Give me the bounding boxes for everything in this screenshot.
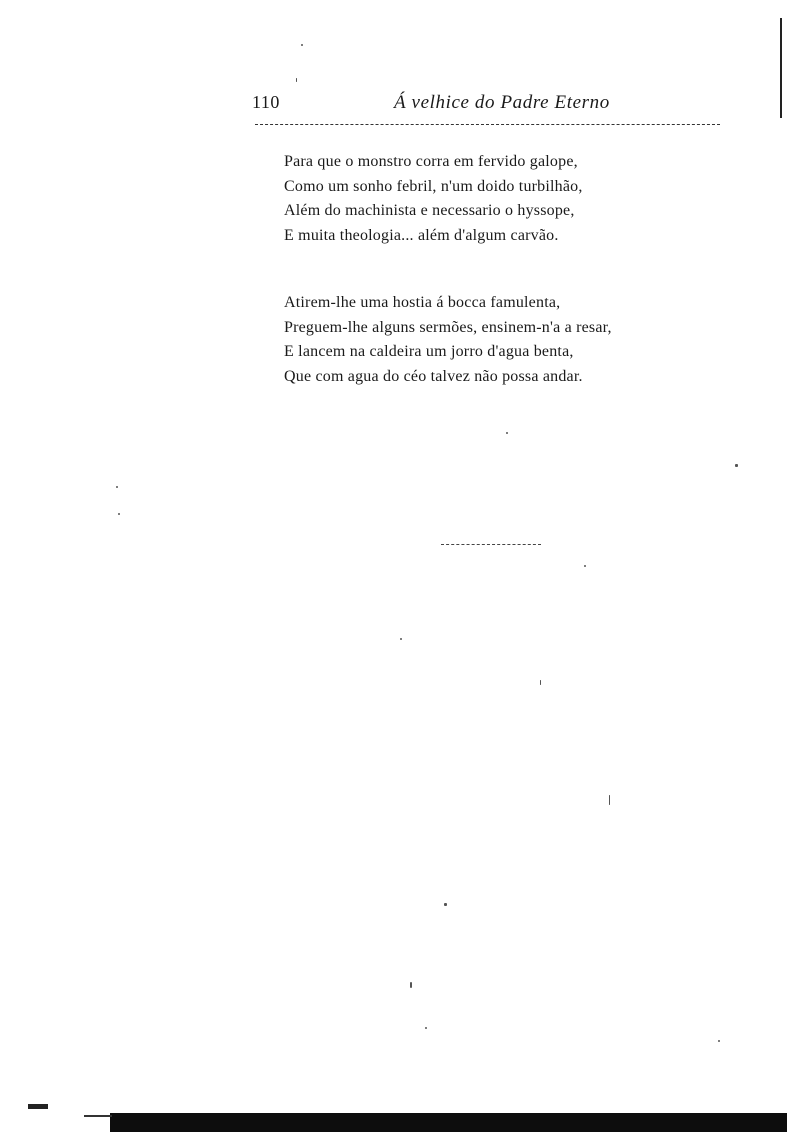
poem-stanza [284, 150, 704, 248]
running-title: Á velhice do Padre Eterno [394, 92, 610, 113]
poem-stanza [284, 291, 704, 389]
scan-speck [609, 795, 610, 805]
verse-line: Para que o monstro corra em fervido galope, [284, 153, 578, 170]
header-divider [255, 124, 720, 125]
verse-line: Que com agua do céo talvez não possa andar. [284, 367, 583, 385]
scan-speck [301, 44, 303, 46]
scan-speck [735, 464, 738, 467]
scan-edge-mark [780, 18, 782, 118]
verse-line: Além do machinista e necessario o hyssope, [284, 202, 575, 219]
verse-line: Preguem-lhe alguns sermões, ensinem-n'a a resar, [284, 318, 612, 336]
scan-speck [718, 1040, 720, 1042]
scan-speck [540, 680, 541, 685]
scan-speck [118, 513, 120, 515]
section-end-rule [441, 544, 541, 545]
scan-speck [296, 78, 297, 82]
scan-speck [584, 565, 586, 567]
scan-speck [444, 903, 447, 906]
verse-line: E lancem na caldeira um jorro d'agua benta, [284, 343, 574, 360]
scan-speck [116, 486, 118, 488]
scan-speck [400, 638, 402, 640]
verse-line: Atirem-lhe uma hostia á bocca famulenta, [284, 294, 561, 311]
page-number: 110 [252, 92, 280, 112]
scan-speck [425, 1027, 427, 1029]
page-header [252, 92, 720, 120]
verse-line: E muita theologia... além d'algum carvão. [284, 226, 559, 244]
verse-line: Como um sonho febril, n'um doido turbilhão, [284, 177, 583, 195]
scan-bottom-edge [110, 1113, 787, 1132]
scan-speck [410, 982, 412, 988]
scan-speck [506, 432, 508, 434]
scan-artifact [84, 1115, 112, 1117]
scan-artifact [28, 1104, 48, 1109]
